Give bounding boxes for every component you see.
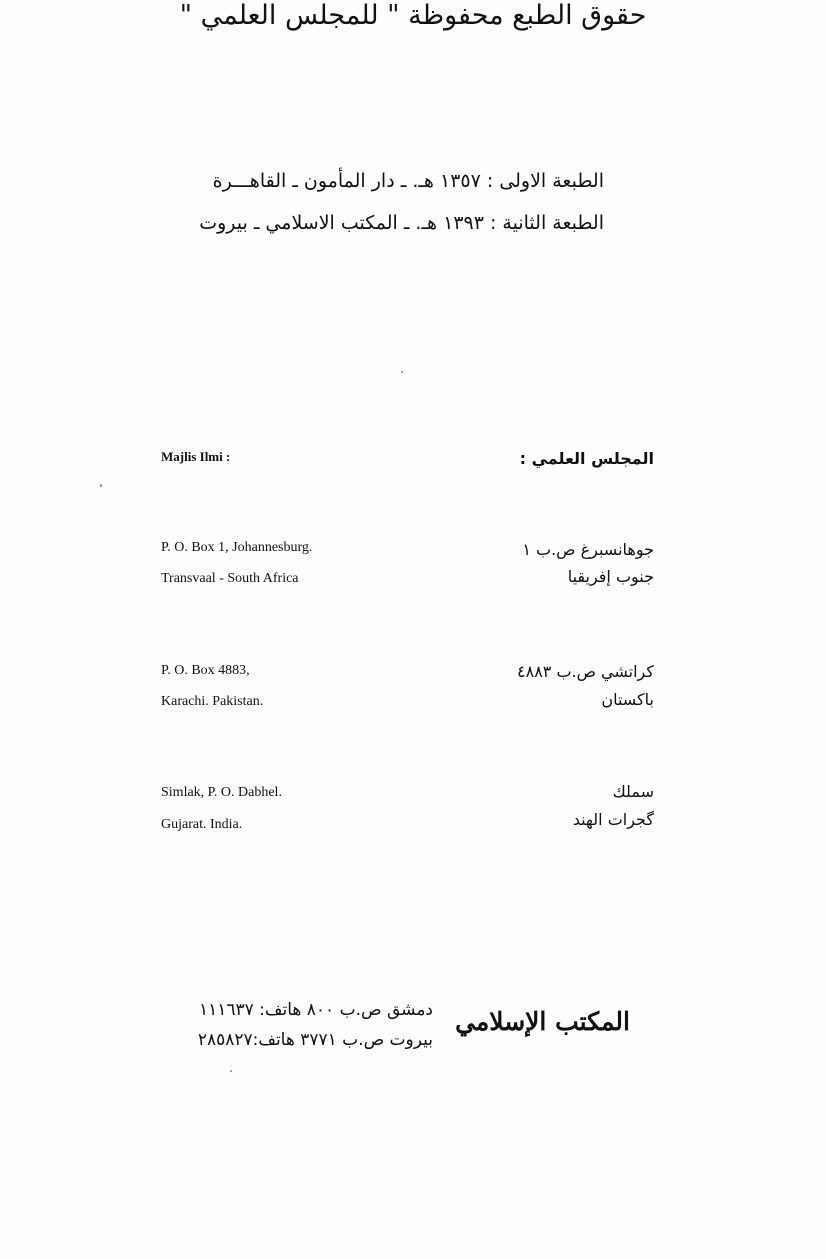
copyright-notice: حقوق الطبع محفوظة " للمجلس العلمي ": [179, 0, 647, 31]
first-edition-line: الطبعة الاولى : ١٣٥٧ هـ. ـ دار المأمون ـ القاهـــرة: [212, 170, 604, 192]
address-karachi-arabic-line1: كراتشي ص.ب ٤٨٨٣: [517, 662, 654, 681]
publisher-beirut-contact: بيروت ص.ب ٣٧٧١ هاتف:٢٨٥٨٢٧: [197, 1030, 433, 1050]
address-india-line1: Simlak, P. O. Dabhel.: [161, 785, 282, 800]
majlis-label-arabic: المجلس العلمي :: [519, 449, 654, 468]
address-india-arabic-line1: سملك: [612, 782, 654, 801]
address-karachi-arabic-line2: باكستان: [601, 690, 654, 709]
scan-speck: [100, 484, 102, 487]
scan-speck: [230, 1070, 232, 1072]
address-johannesburg-arabic-line1: جوهانسبرغ ص.ب ١: [522, 540, 654, 559]
second-edition-line: الطبعة الثانية : ١٣٩٣ هـ. ـ المكتب الاسلامي ـ بيروت: [199, 212, 604, 234]
address-karachi-line2: Karachi. Pakistan.: [161, 694, 264, 709]
address-johannesburg-arabic-line2: جنوب إفريقيا: [567, 567, 654, 586]
address-india-arabic-line2: گجرات الهند: [572, 810, 654, 829]
scan-speck: [401, 371, 403, 373]
address-karachi-line1: P. O. Box 4883,: [161, 663, 250, 678]
majlis-label-english: Majlis Ilmi :: [161, 449, 231, 464]
publisher-name: المكتب الإسلامي: [455, 1007, 630, 1036]
address-johannesburg-line1: P. O. Box 1, Johannesburg.: [161, 540, 313, 555]
address-johannesburg-line2: Transvaal - South Africa: [161, 571, 299, 586]
publisher-damascus-contact: دمشق ص.ب ٨٠٠ هاتف: ١١١٦٣٧: [198, 1000, 433, 1020]
address-india-line2: Gujarat. India.: [161, 817, 243, 832]
